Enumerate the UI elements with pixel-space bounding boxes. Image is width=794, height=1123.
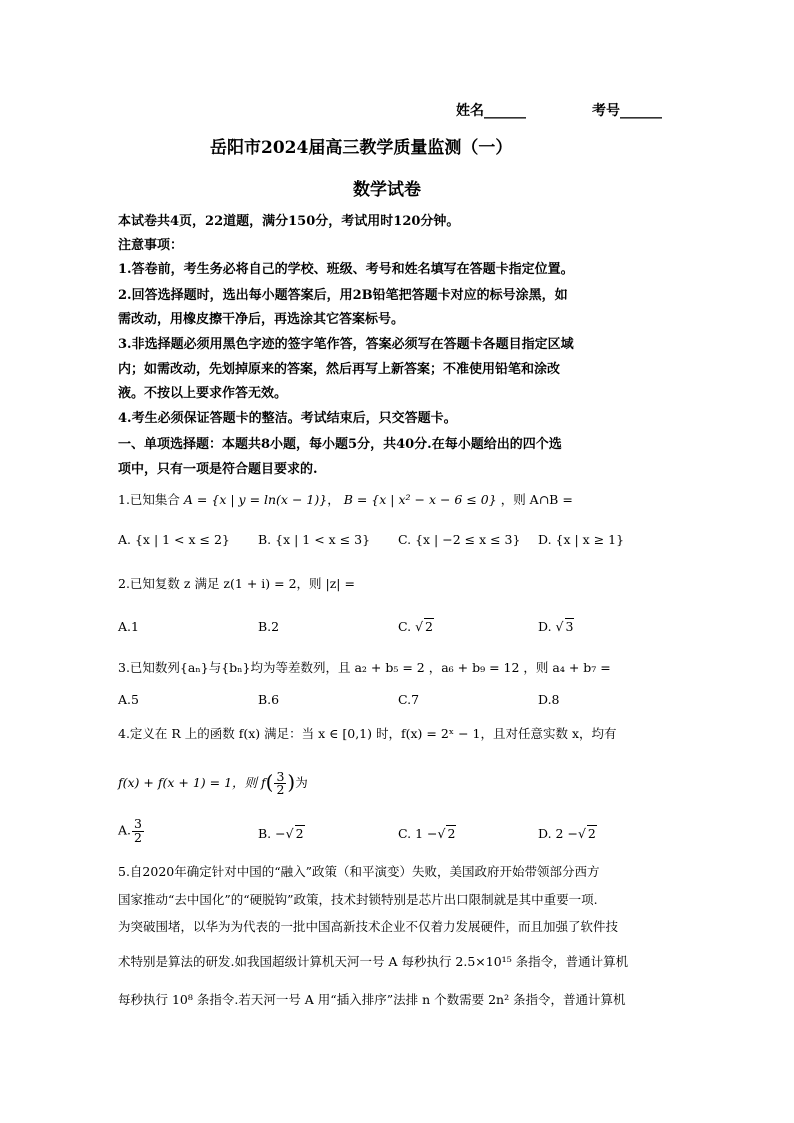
sqrt-sign-icon: √ [577,826,586,841]
question-4-option-b [258,826,305,841]
right-paren-icon: ) [287,770,296,794]
question-3-option-d: D.8 [538,692,560,707]
question-4-option-c [398,826,456,841]
notice-item-3b: 内；如需改动，先划掉原来的答案，然后再写上新答案；不准使用铅笔和涂改 [118,362,561,377]
sqrt-sign-icon: √ [415,619,424,634]
question-4-fraction [274,768,286,797]
notice-item-3a: 3.非选择题必须用黑色字迹的签字笔作答，答案必须写在答题卡各题目指定区域 [118,337,574,352]
question-1-option-a: A. {x | 1 < x ≤ 2} [118,532,230,547]
name-field-label: 姓名______ [456,103,526,119]
sqrt-sign-icon: √ [555,619,564,634]
question-4-condition-text: f(x) + f(x + 1) = 1，则 f [118,775,266,790]
question-1-option-b: B. {x | 1 < x ≤ 3} [258,532,371,547]
notice-item-3c: 液。不按以上要求作答无效。 [118,386,288,401]
question-4-option-d-radicand: 2 [587,826,596,841]
question-4-option-a-fraction [132,818,144,844]
question-3-stem: 3.已知数列{aₙ}与{bₙ}均为等差数列，且 a₂ + b₅ = 2 ，a₆ + b₉ = 12 ，则 a₄ + b₇ = [118,660,611,675]
exam-subtitle: 数学试卷 [353,180,421,200]
question-3-option-b: B.6 [258,692,280,707]
question-2-option-d [538,619,574,634]
notice-item-1: 1.答卷前，考生务必将自己的学校、班级、考号和姓名填写在答题卡指定位置。 [118,262,574,277]
question-1-option-d: D. {x | x ≥ 1} [538,532,625,547]
question-1-stem [118,490,573,508]
exam-info: 本试卷共4页，22道题，满分150分，考试用时120分钟。 [118,214,460,229]
section-heading-line1: 一、单项选择题：本题共8小题，每小题5分，共40分.在每小题给出的四个选 [118,437,562,452]
sqrt-sign-icon: √ [437,826,446,841]
question-2-option-b: B.2 [258,619,280,634]
question-5-line-3: 为突破围堵，以华为为代表的一批中国高新技术企业不仅着力发展硬件，而且加强了软件技 [118,919,619,934]
question-1-option-c: C. {x | −2 ≤ x ≤ 3} [398,532,521,547]
question-2-option-c [398,619,434,634]
question-5-line-2: 国家推动“去中国化”的“硬脱钩”政策，技术封锁特别是芯片出口限制就是其中重要一项. [118,892,598,907]
question-1-prefix: 1.已知集合 [118,492,180,507]
notice-item-2b: 需改动，用橡皮擦干净后，再选涂其它答案标号。 [118,312,405,327]
question-4-stem: 4.定义在 R 上的函数 f(x) 满足：当 x ∈ [0,1) 时，f(x) = 2ˣ − 1，且对任意实数 x，均有 [118,726,617,741]
exam-title: 岳阳市2024届高三教学质量监测（一） [210,138,513,158]
question-3-option-c: C.7 [398,692,420,707]
question-4-option-c-label: C. 1 − [398,826,438,841]
question-2-option-d-label: D. [538,619,552,634]
question-4-option-a [118,818,145,844]
sqrt-sign-icon: √ [285,826,294,841]
question-4-option-c-radicand: 2 [447,826,456,841]
fraction-numerator: 3 [276,768,285,784]
question-1-suffix: ，则 A∩B = [500,492,573,507]
question-4-option-a-label: A. [118,822,132,838]
question-1-separator: ， [327,492,340,507]
exam-number-label: 考号______ [592,103,662,119]
fraction-denominator: 2 [276,782,285,797]
notice-heading: 注意事项： [118,238,184,253]
question-2-option-c-radicand: 2 [425,619,433,634]
question-3-option-a: A.5 [118,692,139,707]
question-1-set-b: B = {x | x² − x − 6 ≤ 0} [343,492,497,507]
question-4-option-b-label: B. − [258,826,286,841]
question-4-option-b-radicand: 2 [295,826,304,841]
notice-item-4: 4.考生必须保证答题卡的整洁。考试结束后，只交答题卡。 [118,411,457,426]
question-5-line-5: 每秒执行 10⁸ 条指令.若天河一号 A 用“插入排序”法排 n 个数需要 2n² 条指令，普通计算机 [118,992,626,1007]
question-5-line-1: 5.自2020年确定针对中国的“融入”政策（和平演变）失败，美国政府开始带领部分西方 [118,864,600,879]
notice-item-2a: 2.回答选择题时，选出每小题答案后，用2B铅笔把答题卡对应的标号涂黑，如 [118,288,568,303]
question-4-option-d [538,826,597,841]
question-1-set-a: A = {x | y = ln(x − 1)} [183,492,328,507]
question-4-condition [118,770,308,797]
question-4-option-d-label: D. 2 − [538,826,578,841]
question-4-condition-suffix: 为 [295,775,308,790]
section-heading-line2: 项中，只有一项是符合题目要求的. [118,462,318,477]
question-5-line-4: 术特别是算法的研发.如我国超级计算机天河一号 A 每秒执行 2.5×10¹⁵ 条指令，普通计算机 [118,954,629,969]
question-2-option-c-label: C. [398,619,412,634]
question-2-option-a: A.1 [118,619,139,634]
fraction-numerator: 3 [134,816,142,831]
question-2-option-d-radicand: 3 [565,619,574,634]
question-2-stem: 2.已知复数 z 满足 z(1 + i) = 2，则 |z| = [118,576,355,591]
left-paren-icon: ( [265,770,274,794]
fraction-denominator: 2 [134,829,142,845]
